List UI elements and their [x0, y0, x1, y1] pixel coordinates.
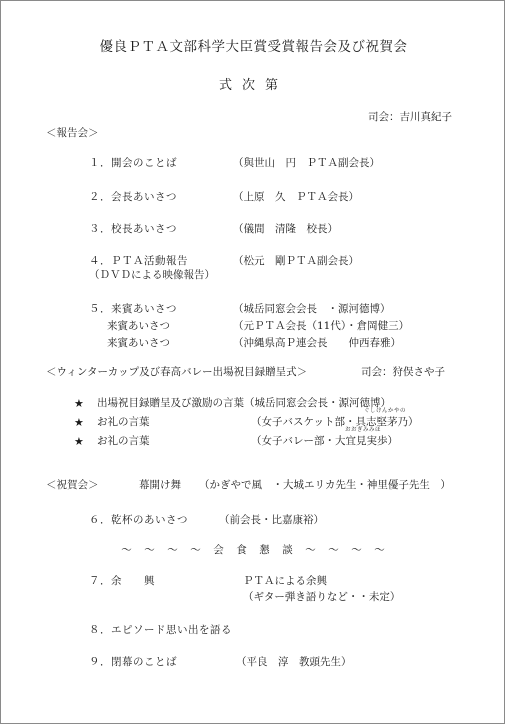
report-item-label: ４．ＰＴＡ活動報告 — [89, 255, 188, 267]
name-ruby: ぐしけんかやの — [364, 408, 407, 414]
document-subtitle: 式次第 — [218, 78, 288, 93]
report-item-label: 来賓あいさつ — [107, 320, 170, 332]
emcee-main: 司会：吉川真紀子 — [368, 111, 452, 123]
report-item-detail: （儀間 清隆 校長） — [233, 223, 338, 235]
party-item-label: ８．エピソード思い出を語る — [89, 624, 232, 636]
winter-item-label: お礼の言葉 — [97, 416, 150, 428]
report-item-detail: （元ＰＴＡ会長（11代）・倉岡健三） — [233, 320, 410, 332]
star-icon: ★ — [74, 435, 84, 448]
report-item-label: ５．来賓あいさつ — [89, 303, 177, 315]
section-heading-party: ＜祝賀会＞ — [46, 479, 99, 491]
section-heading-winter: ＜ウィンターカップ及び春高バレー出場祝目録贈呈式＞ — [46, 366, 308, 378]
report-item-detail: （城岳同窓会会長 ・源河德博） — [233, 303, 391, 315]
document-title: 優良ＰＴＡ文部科学大臣賞受賞報告会及び祝賀会 — [99, 39, 408, 55]
report-item-detail: （沖縄県高Ｐ連会長 仲西春雅） — [233, 337, 401, 349]
report-item-label: １．開会のことば — [89, 157, 177, 169]
party-item-sub: （ギター弾き語りなど・・未定） — [243, 591, 401, 603]
party-item-label: ９．閉幕のことば — [89, 656, 177, 668]
star-icon: ★ — [74, 416, 84, 429]
star-icon: ★ — [74, 397, 84, 410]
winter-item-label: 出場祝目録贈呈及び激励の言葉（城岳同窓会会長・源河德博） — [97, 397, 391, 409]
report-item-label: 来賓あいさつ — [107, 337, 170, 349]
report-item-label: ２．会長あいさつ — [89, 191, 177, 203]
report-item-detail: （上原 久 ＰＴＡ会長） — [233, 191, 359, 203]
party-opening-label: 幕開け舞 — [139, 479, 181, 491]
banquet-divider: ～ ～ ～ ～ 会 食 懇 談 ～ ～ ～ ～ — [121, 544, 386, 556]
report-item-detail: （松元 剛ＰＴＡ副会長） — [233, 255, 359, 267]
winter-item-label: お礼の言葉 — [97, 435, 150, 447]
winter-item-detail: （女子バレー部・大宜見実歩） — [251, 435, 398, 447]
party-item-detail: ＰＴＡによる余興 — [243, 575, 327, 587]
name-ruby: おおぎみみほ — [345, 427, 382, 433]
emcee-winter: 司会：狩俣さや子 — [361, 366, 445, 378]
party-item-label: ６．乾杯のあいさつ — [89, 514, 188, 526]
section-heading-report: ＜報告会＞ — [46, 127, 99, 139]
winter-item-detail: （女子バスケット部・具志堅茅乃） — [251, 416, 419, 428]
report-item-label: ３．校長あいさつ — [89, 223, 177, 235]
party-opening-detail: （かぎやで風 ・大城エリカ先生・神里優子先生 ） — [199, 479, 451, 491]
party-item-detail: （平良 淳 教頭先生） — [236, 656, 352, 668]
report-item-sub: （ＤＶＤによる映像報告） — [89, 269, 215, 281]
report-item-detail: （與世山 円 ＰＴＡ副会長） — [233, 157, 380, 169]
party-item-label: ７．余 興 — [89, 575, 155, 587]
party-item-detail: （前会長・比嘉康裕） — [219, 514, 324, 526]
